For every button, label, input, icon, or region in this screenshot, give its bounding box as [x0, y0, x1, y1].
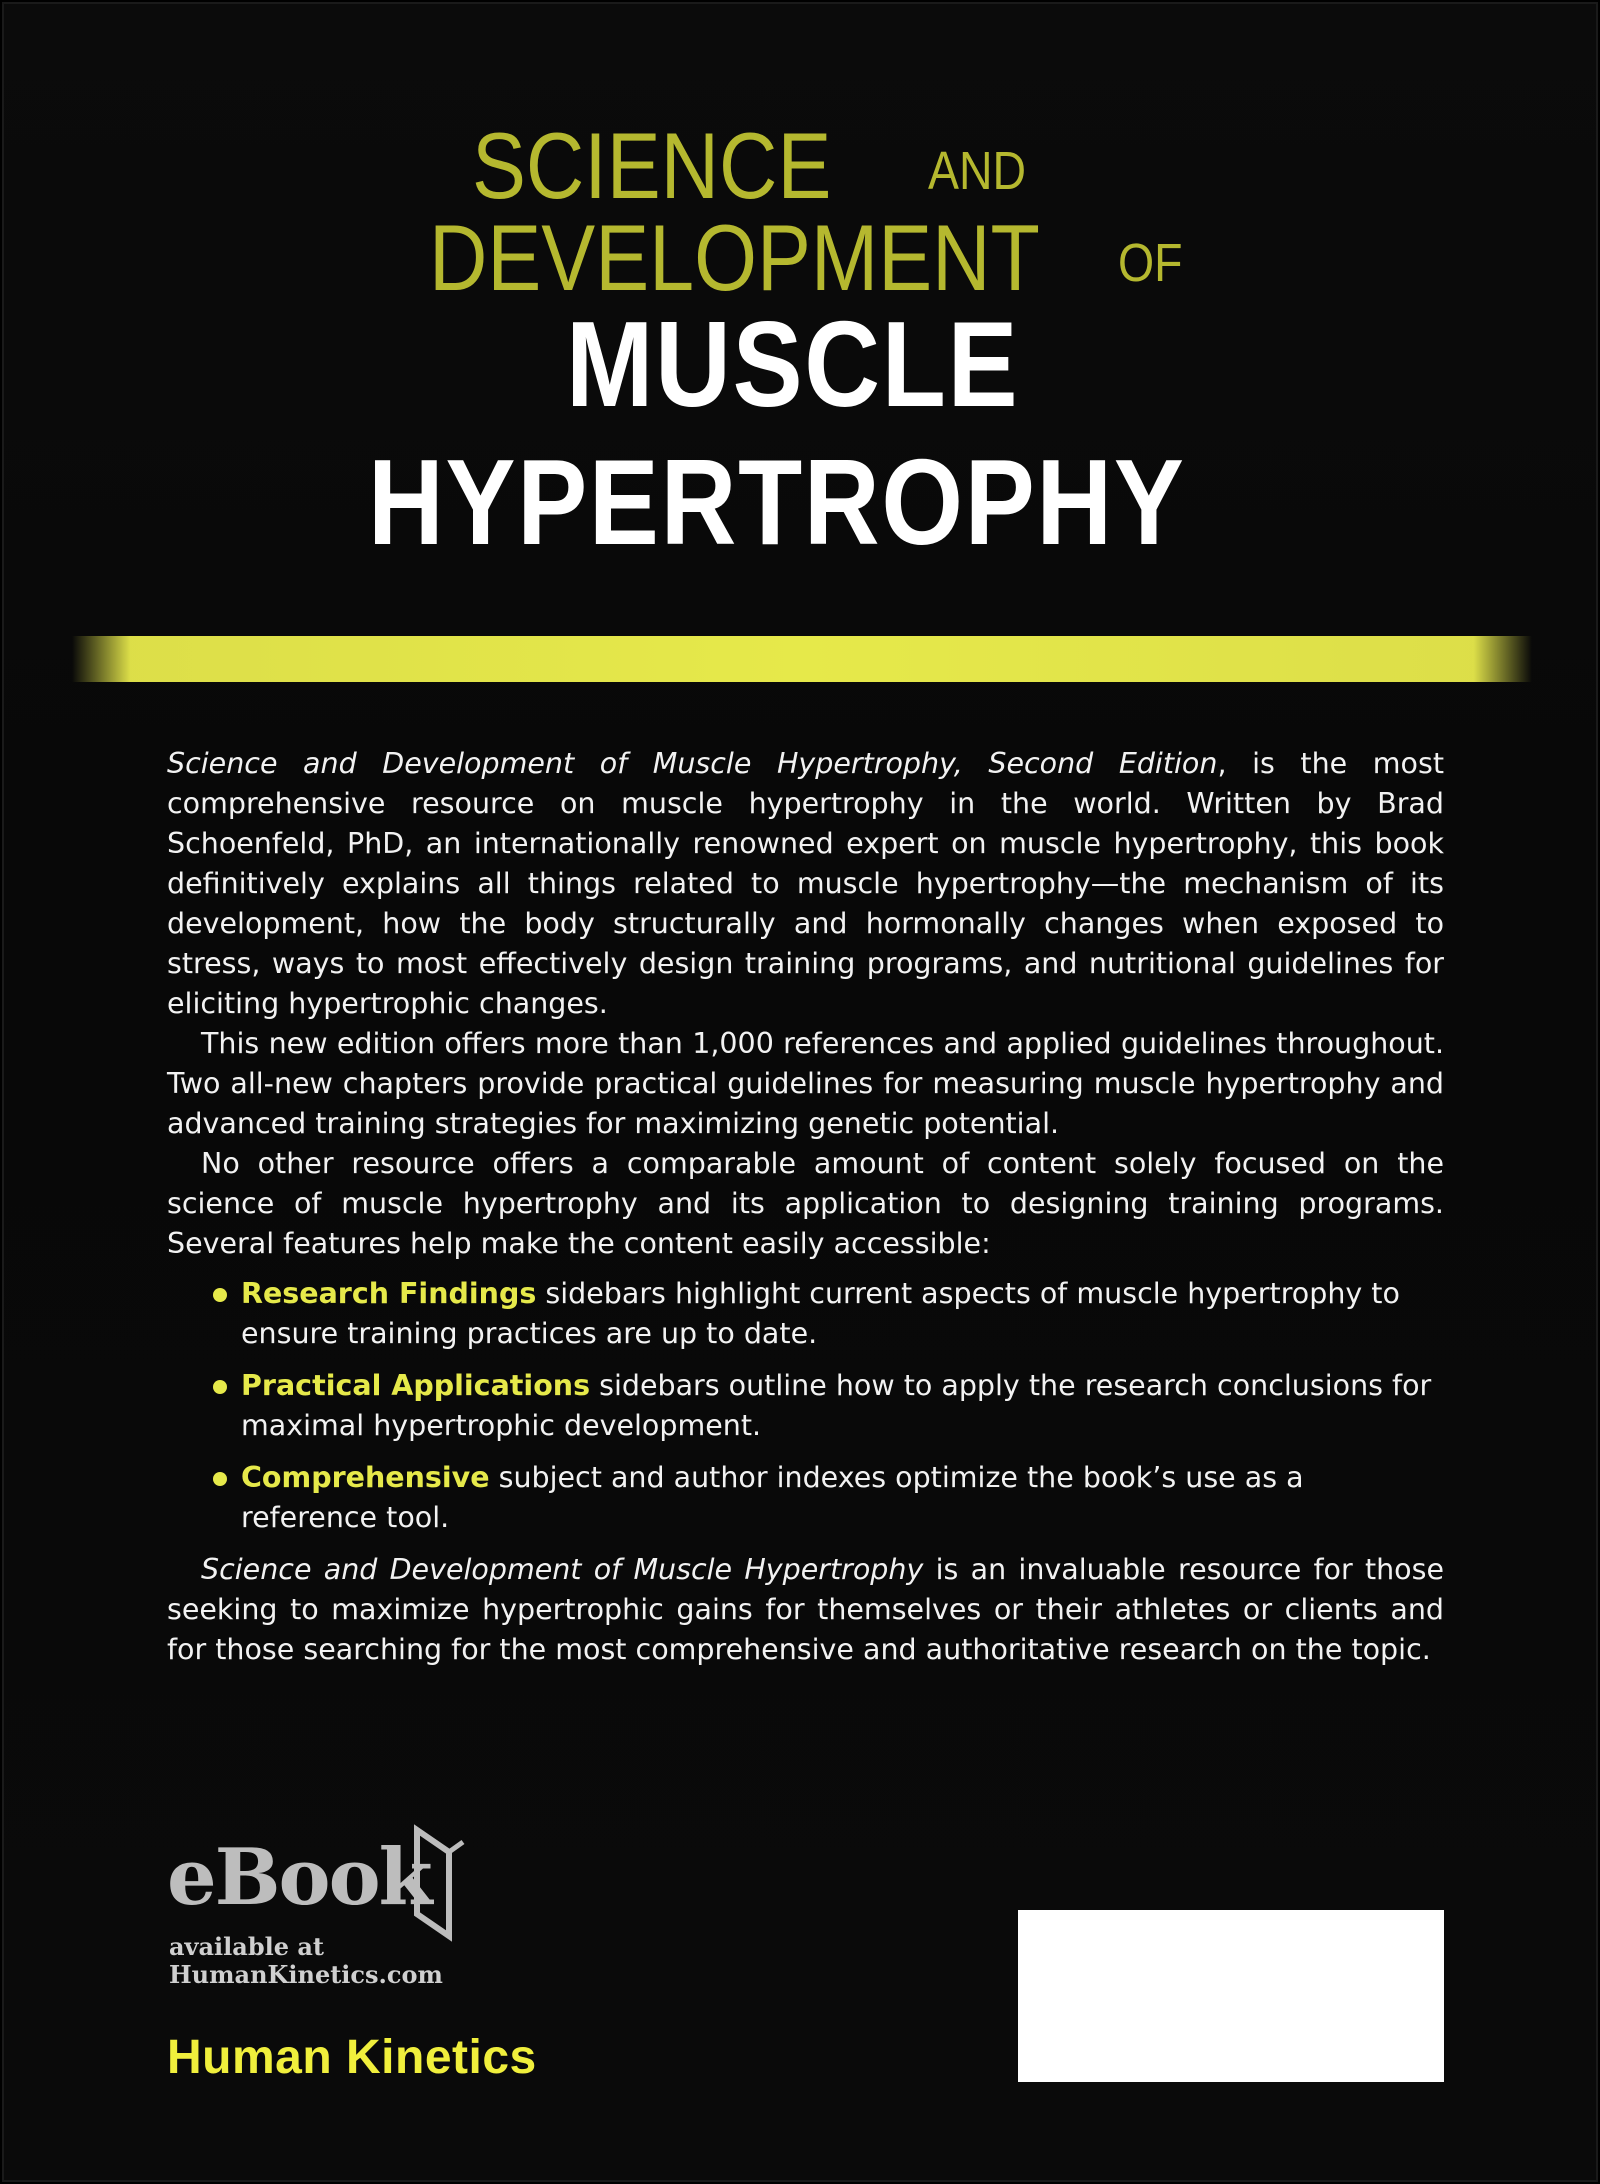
- paragraph-4: [167, 1550, 1444, 1670]
- title-line-1-small: [928, 140, 1042, 202]
- paragraph-3: No other resource offers a comparable amount of content solely focused on the science of muscle hypertrophy and its application to designing training programs. Several features help make the content easily accessible:: [167, 1147, 1444, 1260]
- paragraph-2: This new edition offers more than 1,000 references and applied guidelines throughout. Two all-new chapters provide practical guidelines for measuring muscle hypertrophy and advanced training strategies for maximizing genetic potential.: [167, 1027, 1444, 1140]
- feature-text: sidebars outline how to apply the research conclusions for maximal hypertrophic development.: [241, 1369, 1432, 1442]
- title-line-2-small: [1118, 232, 1193, 294]
- feature-highlight: Comprehensive: [241, 1461, 490, 1494]
- feature-text: subject and author indexes optimize the book’s use as a reference tool.: [241, 1461, 1304, 1534]
- paragraph-1: [167, 744, 1444, 1024]
- feature-item: [167, 1274, 1444, 1354]
- barcode-area: [1018, 1910, 1444, 2082]
- bullet-icon: [213, 1472, 227, 1486]
- accent-bar: [72, 636, 1532, 682]
- ebook-url: HumanKinetics.com: [169, 1960, 443, 1989]
- title-of: OF: [1118, 233, 1183, 293]
- book-title-italic: Science and Development of Muscle Hypertrophy: [201, 1553, 924, 1586]
- ebook-wordmark: eBook: [167, 1832, 431, 1923]
- feature-item: [167, 1366, 1444, 1446]
- publisher-name: Human Kinetics: [167, 2031, 537, 2084]
- back-cover: [2, 2, 1598, 2182]
- feature-text: sidebars highlight current aspects of muscle hypertrophy to ensure training practices are up to date.: [241, 1277, 1400, 1350]
- title-and: AND: [928, 141, 1027, 201]
- title-line-4: [368, 432, 1319, 572]
- book-page-icon: [403, 1824, 467, 1944]
- book-title-italic: Science and Development of Muscle Hypertrophy, Second Edition: [167, 747, 1218, 780]
- ebook-available-at: available at: [169, 1932, 324, 1961]
- ebook-badge: [167, 1832, 487, 1992]
- title-hypertrophy: HYPERTROPHY: [368, 434, 1186, 570]
- bullet-icon: [213, 1380, 227, 1394]
- paragraph-4-text: is an invaluable resource for those seeking to maximize hypertrophic gains for themselves or their athletes or clients and for those searching for the most comprehensive and authoritative research on the topic.: [167, 1553, 1445, 1666]
- title-development: DEVELOPMENT: [429, 205, 1040, 310]
- title-science: SCIENCE: [472, 113, 832, 218]
- paragraph-1-text: , is the most comprehensive resource on muscle hypertrophy in the world. Written by Brad Schoenfeld, PhD, an internationally renowned expert on muscle hypertrophy, this book definitively explains all things related to muscle hypertrophy—the mechanism of its development, how the body structurally and hormonally changes when exposed to stress, ways to most effectively design training programs, and nutritional guidelines for eliciting hypertrophic changes.: [167, 747, 1444, 1020]
- description: [167, 744, 1444, 1670]
- feature-highlight: Practical Applications: [241, 1369, 591, 1402]
- feature-list: [167, 1274, 1444, 1538]
- feature-highlight: Research Findings: [241, 1277, 537, 1310]
- title-line-3: [566, 294, 1093, 434]
- feature-item: [167, 1458, 1444, 1538]
- title-muscle: MUSCLE: [566, 296, 1020, 432]
- bullet-icon: [213, 1288, 227, 1302]
